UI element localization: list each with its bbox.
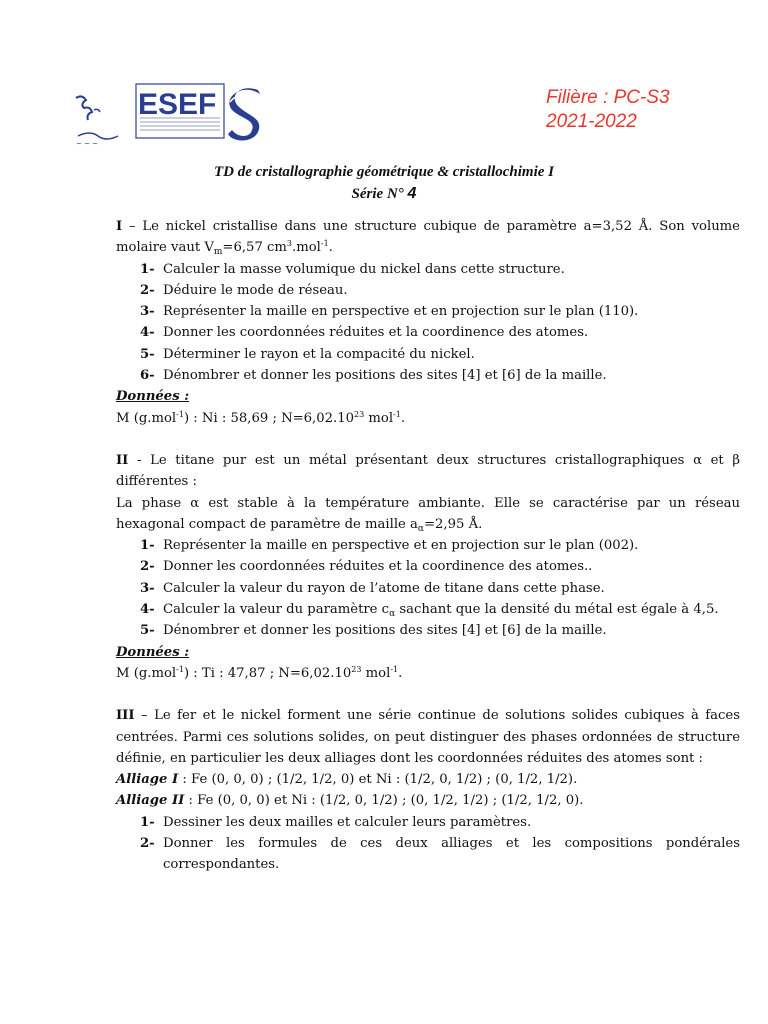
donnees-exponent: -1 bbox=[390, 664, 399, 674]
mol-exponent: -1 bbox=[320, 239, 329, 249]
question-number: 2- bbox=[140, 836, 155, 852]
donnees-exponent: -1 bbox=[393, 409, 401, 419]
question-item bbox=[116, 578, 740, 599]
question-number: 1- bbox=[140, 261, 155, 277]
serie-number: 4 bbox=[407, 185, 417, 202]
section-3 bbox=[116, 705, 740, 875]
question-number: 2- bbox=[140, 282, 155, 298]
section-2-questions bbox=[116, 535, 740, 641]
exercise-content bbox=[116, 216, 740, 876]
title-line2 bbox=[0, 183, 768, 205]
section-3-text: – Le fer et le nickel forment une série continue de solutions solides cubiques à faces centrées. Parmi ces solutions solides, on peut distinguer des phases ordonnées de structure définie, en particulier les deux alliages dont les coordonnées réduites des atomes sont : bbox=[116, 708, 740, 766]
section-3-statement bbox=[116, 705, 740, 769]
question-text: sachant que la densité du métal est égale à 4,5. bbox=[395, 602, 719, 618]
question-item bbox=[116, 599, 740, 620]
section-1-donnees bbox=[116, 386, 740, 407]
alliage-2-coordinates: : Fe (0, 0, 0) et Ni : (1/2, 0, 1/2) ; (0, 1/2, 1/2) ; (1/2, 1/2, 0). bbox=[184, 793, 584, 809]
cm3-exponent: 3 bbox=[286, 239, 293, 249]
question-number: 1- bbox=[140, 538, 155, 554]
question-number: 4- bbox=[140, 325, 155, 341]
question-text: Donner les formules de ces deux alliages et les compositions pondérales correspondantes. bbox=[163, 836, 740, 873]
question-number: 2- bbox=[140, 559, 155, 575]
donnees-label: Données : bbox=[116, 644, 190, 660]
document-title bbox=[0, 162, 768, 205]
section-1-questions bbox=[116, 259, 740, 387]
donnees-text: M (g.mol bbox=[116, 665, 177, 681]
section-2-statement bbox=[116, 450, 740, 493]
question-text: Représenter la maille en perspective et en projection sur le plan (002). bbox=[163, 538, 639, 554]
question-text: Calculer la valeur du paramètre c bbox=[163, 602, 390, 618]
question-item bbox=[116, 322, 740, 343]
svg-text:~ ~ ~: ~ ~ ~ bbox=[76, 140, 99, 148]
donnees-text: mol bbox=[361, 665, 391, 681]
question-text: Calculer la masse volumique du nickel dans cette structure. bbox=[163, 261, 565, 277]
filiere-block bbox=[546, 86, 670, 134]
donnees-text: M (g.mol bbox=[116, 410, 177, 426]
question-number: 6- bbox=[140, 368, 155, 384]
donnees-exponent: 23 bbox=[354, 409, 365, 419]
question-text: Dénombrer et donner les positions des sites [4] et [6] de la maille. bbox=[163, 368, 607, 384]
section-2-phase-alpha bbox=[116, 493, 740, 536]
section-1-text: – Le nickel cristallise dans une structure cubique de paramètre a=3,52 Å. Son volume molaire vaut V bbox=[116, 219, 740, 256]
alliage-1-coordinates: : Fe (0, 0, 0) ; (1/2, 1/2, 0) et Ni : (1/2, 0, 1/2) ; (0, 1/2, 1/2). bbox=[178, 772, 578, 788]
filiere-label: Filière : PC-S3 bbox=[546, 87, 670, 108]
academic-year: 2021-2022 bbox=[546, 111, 637, 132]
question-number: 5- bbox=[140, 623, 155, 639]
esef-logo-graphic bbox=[72, 80, 272, 152]
question-item bbox=[116, 535, 740, 556]
section-2-donnees-values bbox=[116, 663, 740, 684]
donnees-label: Données : bbox=[116, 389, 190, 405]
question-item bbox=[116, 833, 740, 876]
alpha-subscript: α bbox=[389, 609, 396, 620]
question-item bbox=[116, 280, 740, 301]
section-2 bbox=[116, 450, 740, 684]
section-2-donnees bbox=[116, 642, 740, 663]
alliage-1 bbox=[116, 769, 740, 790]
question-number: 5- bbox=[140, 346, 155, 362]
question-text: Déduire le mode de réseau. bbox=[163, 282, 348, 298]
section-2-text: =2,95 Å. bbox=[423, 516, 483, 532]
section-2-text: - Le titane pur est un métal présentant deux structures cristallographiques α et β différentes : bbox=[116, 452, 740, 490]
alpha-subscript: α bbox=[417, 523, 424, 534]
question-text: Dénombrer et donner les positions des sites [4] et [6] de la maille. bbox=[163, 623, 607, 639]
donnees-text: . bbox=[400, 410, 406, 426]
section-2-text: La phase α est stable à la température ambiante. Elle se caractérise par un réseau hexagonal compact de paramètre de maille a bbox=[116, 495, 740, 532]
section-3-questions bbox=[116, 812, 740, 876]
donnees-text: ) : Ti : 47,87 ; N=6,02.10 bbox=[183, 665, 352, 681]
esef-logo bbox=[72, 80, 272, 152]
question-number: 4- bbox=[140, 602, 155, 618]
donnees-text: mol bbox=[364, 410, 394, 426]
question-item bbox=[116, 812, 740, 833]
section-1-text-mol: .mol bbox=[292, 240, 321, 256]
donnees-exponent: -1 bbox=[176, 664, 184, 674]
question-item bbox=[116, 259, 740, 280]
alliage-2-label: Alliage II bbox=[116, 793, 185, 809]
question-item bbox=[116, 620, 740, 641]
question-text: Donner les coordonnées réduites et la coordinence des atomes. bbox=[163, 325, 589, 341]
question-number: 3- bbox=[140, 580, 155, 596]
question-item bbox=[116, 344, 740, 365]
section-1-text-end: . bbox=[328, 240, 333, 256]
section-3-number: III bbox=[116, 708, 135, 724]
alliage-2 bbox=[116, 790, 740, 811]
serie-prefix: Série N° bbox=[351, 186, 408, 202]
esef-wordmark: ESEF bbox=[138, 88, 217, 121]
question-text: Déterminer le rayon et la compacité du nickel. bbox=[163, 346, 475, 362]
donnees-exponent: -1 bbox=[176, 409, 184, 419]
question-text: Donner les coordonnées réduites et la coordinence des atomes.. bbox=[163, 559, 593, 575]
question-number: 3- bbox=[140, 304, 155, 320]
section-1-text-mid: =6,57 cm bbox=[222, 240, 287, 256]
donnees-text: . bbox=[398, 665, 403, 681]
section-1-donnees-values bbox=[116, 408, 740, 429]
question-item bbox=[116, 365, 740, 386]
title-line1: TD de cristallographie géométrique & cristallochimie I bbox=[214, 164, 554, 180]
alliage-1-label: Alliage I bbox=[116, 772, 179, 788]
donnees-text: ) : Ni : 58,69 ; N=6,02.10 bbox=[183, 410, 354, 426]
question-text: Représenter la maille en perspective et en projection sur le plan (110). bbox=[163, 304, 639, 320]
donnees-exponent: 23 bbox=[351, 664, 362, 674]
question-text: Calculer la valeur du rayon de l’atome de titane dans cette phase. bbox=[163, 580, 605, 596]
question-number: 1- bbox=[140, 814, 155, 830]
question-text: Dessiner les deux mailles et calculer leurs paramètres. bbox=[163, 814, 532, 830]
question-item bbox=[116, 556, 740, 577]
question-item bbox=[116, 301, 740, 322]
vm-subscript: m bbox=[213, 247, 223, 258]
section-2-number: II bbox=[116, 452, 129, 468]
section-1-statement bbox=[116, 216, 740, 259]
section-1 bbox=[116, 216, 740, 429]
section-1-number: I bbox=[116, 219, 123, 234]
